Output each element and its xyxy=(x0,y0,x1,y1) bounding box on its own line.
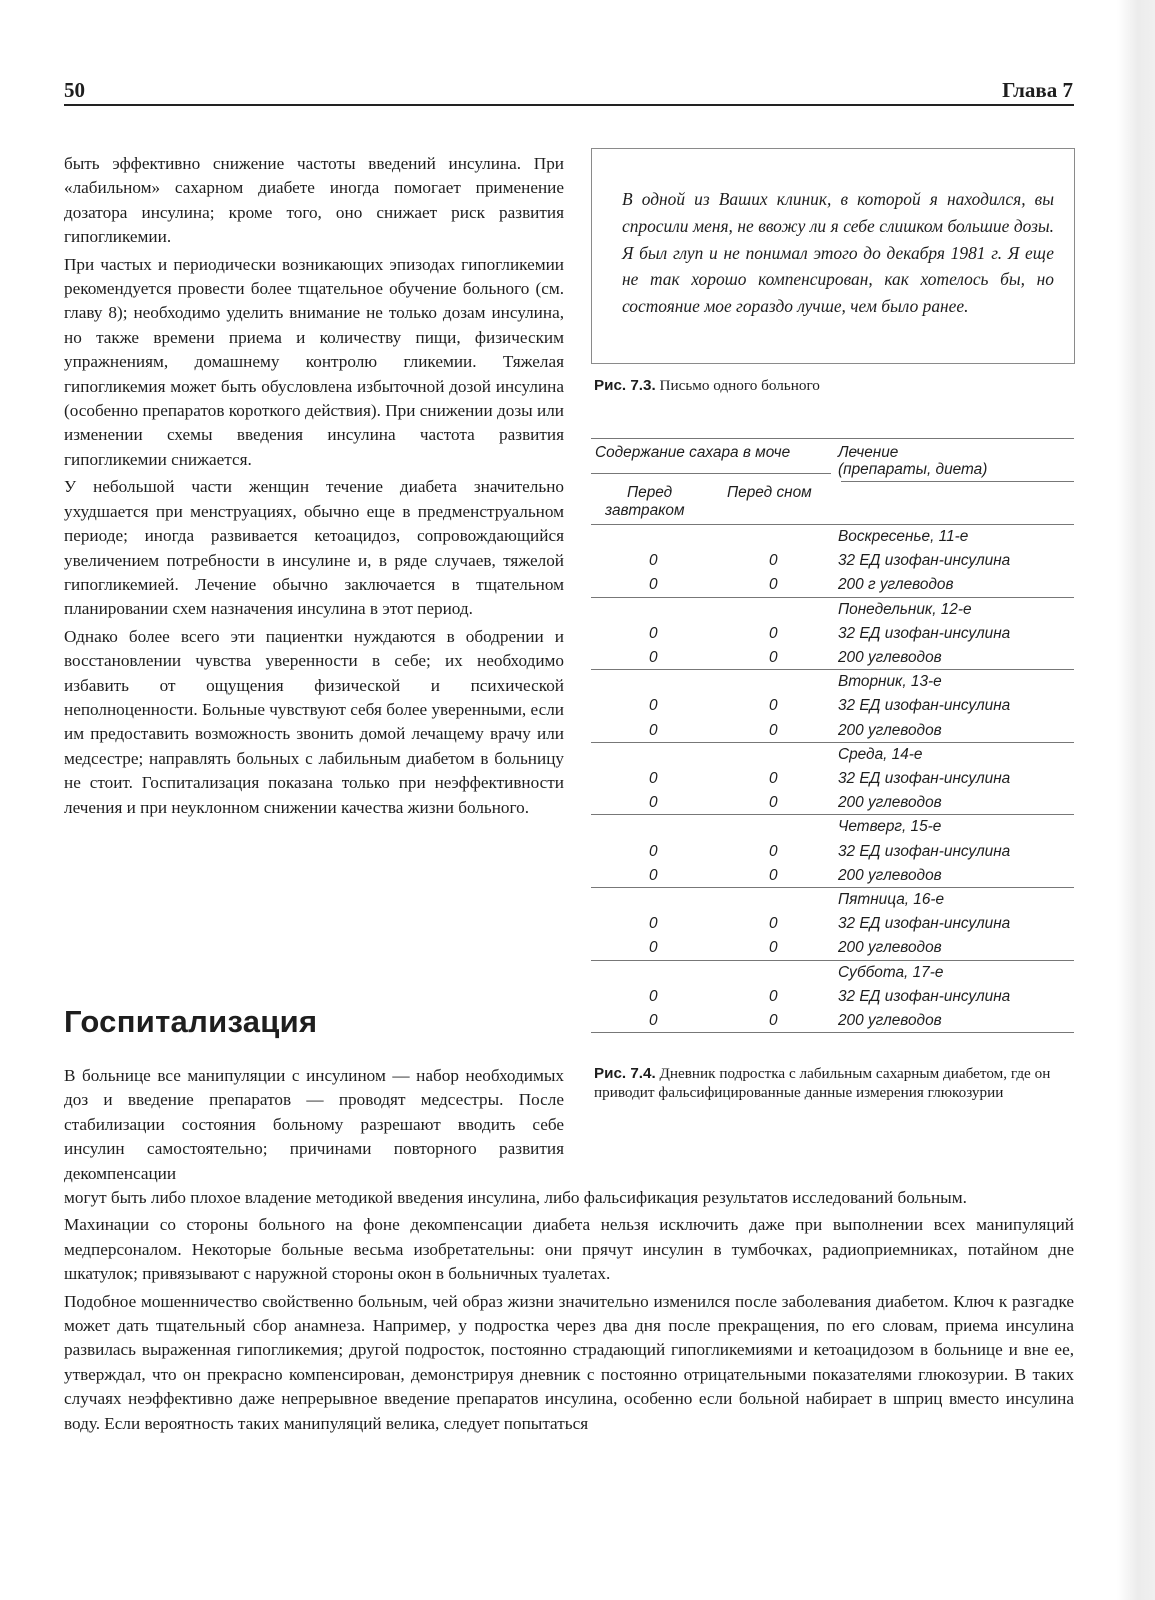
diary-cell-sleep: 0 xyxy=(769,770,778,787)
diary-cell-treatment: 200 углеводов xyxy=(838,721,942,739)
diary-day-label: Суббота, 17-е xyxy=(838,963,944,981)
diary-cell-treatment: 32 ЕД изофан-инсулина xyxy=(838,770,1011,787)
diary-day-separator xyxy=(591,669,1074,670)
letter-quote: В одной из Ваших клиник, в которой я находился, вы спросили меня, не ввожу ли я себе слишком большие дозы. Я был глуп и не понимал этого до декабря 1981 г. Я еще не так хорошо компенсирован, как хотелось бы, но состояние мое гораздо лучше, чем было ранее. xyxy=(622,189,1054,317)
diary-cell-treatment: 32 ЕД изофан-инсулина xyxy=(838,842,1011,860)
paragraph: Махинации со стороны больного на фоне декомпенсации диабета нельзя исключить даже при выполнении всех манипуляций медперсоналом. Некоторые больные весьма изобретательны: они прячут инсулин в тумбочках, радиоприемниках, потайном дне шкатулок; привязывают с наружной стороны окон в больничных туалетах. xyxy=(64,1215,1074,1284)
header-treatment-sub: (препараты, диета) xyxy=(838,461,988,478)
diary-cell-sleep: 0 xyxy=(769,721,778,739)
diary-day-label: Среда, 14-е xyxy=(838,745,923,763)
header-before-breakfast-2: завтраком xyxy=(605,502,685,519)
paragraph: При частых и периодически возникающих эпизодах гипогликемии рекомендуется провести более тщательное обучение больного (см. главу 8); необходимо уделить внимание не только дозам инсулина, но также времени приема и количеству пищи, физическим упражнениям, домашнему контролю гликемии. Тяжелая гипогликемия может быть обусловлена избыточной дозой инсулина (особенно препаратов короткого действия). При снижении дозы или изменении схемы введения инсулина частота развития гипогликемии снижается. xyxy=(64,254,564,469)
section-heading: Госпитализация xyxy=(64,1004,318,1039)
diary-cell-breakfast: 0 xyxy=(649,987,658,1005)
chapter-title: Глава 7 xyxy=(1002,78,1073,102)
diary-cell-sleep: 0 xyxy=(769,939,778,957)
diary-day-label: Понедельник, 12-е xyxy=(838,600,972,618)
header-treatment: Лечение xyxy=(838,444,899,461)
diary-day-separator xyxy=(591,1032,1074,1033)
header-bottom-rule xyxy=(591,524,1074,525)
diary-day-separator xyxy=(591,960,1074,961)
header-rule xyxy=(64,104,1074,106)
diary-cell-breakfast: 0 xyxy=(649,1012,658,1029)
caption-text: Дневник подростка с лабильным сахарным диабетом, где он приводит фальсифицированные данные измерения глюкозурии xyxy=(594,1065,1051,1101)
diary-day-separator xyxy=(591,887,1074,888)
paragraph: могут быть либо плохое владение методикой введения инсулина, либо фальсификация результатов исследований больным. xyxy=(64,1188,967,1207)
diary-cell-sleep: 0 xyxy=(769,915,778,933)
section-intro-paragraph: В больнице все манипуляции с инсулином — набор необходимых доз и введение препаратов — проводят медсестры. После стабилизации состояния больному разрешают вводить себе инсулин самостоятельно; причинами повторного развития декомпенсации xyxy=(64,1066,564,1183)
left-column xyxy=(64,152,564,823)
header-urine-sugar: Содержание сахара в моче xyxy=(595,444,791,461)
diary-cell-treatment: 32 ЕД изофан-инсулина xyxy=(838,624,1011,642)
paragraph: Однако более всего эти пациентки нуждаются в ободрении и восстановлении чувства уверенности в себе; их необходимо избавить от ощущения физической и психической неполноценности. Больные чувствуют себя более уверенными, если им предоставить возможность звонить домой лечащему врачу или медсестре; направлять больных с лабильным диабетом в больницу не стоит. Госпитализация показана только при неэффективности лечения и при неуклонном снижении качества жизни больного. xyxy=(64,626,564,817)
diary-day-separator xyxy=(591,814,1074,815)
diary-cell-sleep: 0 xyxy=(769,794,778,812)
table-top-rule xyxy=(591,438,1074,439)
diary-day-label: Пятница, 16-е xyxy=(838,891,945,908)
diary-cell-treatment: 32 ЕД изофан-инсулина xyxy=(838,987,1011,1005)
diary-cell-treatment: 200 углеводов xyxy=(838,866,942,884)
paragraph: Подобное мошенничество свойственно больным, чей образ жизни значительно изменился после заболевания диабетом. Ключ к разгадке может дать тщательный сбор анамнеза. Например, у подростка через два дня после прекращения, по его словам, приема инсулина развилась выраженная гипогликемия; другой подросток, постоянно страдающий гипогликемиями и кетоацидозом в больнице и вне ее, утверждал, что он прекрасно компенсирован, демонстрируя дневник с постоянно отрицательными показателями глюкозурии. В таких случаях неэффективно даже непрерывное введение препаратов инсулина, особенно если больной набирает в шприц вместо инсулина воду. Если вероятность таких манипуляций велика, следует попытаться xyxy=(64,1291,1074,1433)
diary-cell-treatment: 200 углеводов xyxy=(838,649,942,666)
caption-label: Рис. 7.3. xyxy=(594,377,656,394)
diary-cell-sleep: 0 xyxy=(769,697,778,715)
header-before-breakfast: Перед xyxy=(627,484,673,501)
diary-cell-treatment: 200 углеводов xyxy=(838,794,942,812)
diary-cell-sleep: 0 xyxy=(769,842,778,860)
paragraph: У небольшой части женщин течение диабета значительно ухудшается при менструациях, обычно еще в предменструальном периоде; иногда развивается кетоацидоз, сопровождающийся увеличением потребности в инсулине и, в ряде случаев, тяжелой гипогликемией. Лечение обычно заключается в тщательном планировании схем назначения инсулина в этот период. xyxy=(64,477,564,619)
diary-cell-sleep: 0 xyxy=(769,552,778,570)
diary-cell-breakfast: 0 xyxy=(649,624,658,642)
diary-cell-treatment: 32 ЕД изофан-инсулина xyxy=(838,915,1011,933)
diary-cell-sleep: 0 xyxy=(769,866,778,884)
caption-text: Письмо одного больного xyxy=(659,377,820,394)
diary-cell-sleep: 0 xyxy=(769,576,778,594)
diary-cell-treatment: 200 углеводов xyxy=(838,939,942,957)
diary-cell-sleep: 0 xyxy=(769,987,778,1005)
diary-cell-treatment: 32 ЕД изофан-инсулина xyxy=(838,552,1011,570)
page-number: 50 xyxy=(64,78,85,102)
diary-day-label: Вторник, 13-е xyxy=(838,673,942,691)
diary-cell-sleep: 0 xyxy=(769,649,778,666)
figure-caption-7-4 xyxy=(594,1064,1064,1102)
diary-cell-treatment: 200 г углеводов xyxy=(838,576,954,594)
diary-cell-breakfast: 0 xyxy=(649,649,658,666)
diary-cell-breakfast: 0 xyxy=(649,770,658,787)
full-width-text xyxy=(64,1186,1074,1439)
diary-cell-breakfast: 0 xyxy=(649,552,658,570)
diary-day-label: Воскресенье, 11-е xyxy=(838,528,969,545)
figure-caption-7-3 xyxy=(594,376,1064,395)
diary-day-separator xyxy=(591,597,1074,598)
diary-day-separator xyxy=(591,742,1074,743)
header-right-rule xyxy=(841,481,1074,482)
paragraph: быть эффективно снижение частоты введений инсулина. При «лабильном» сахарном диабете иногда помогает применение дозатора инсулина; кроме того, оно снижает риск развития гипогликемии. xyxy=(64,154,564,247)
diary-cell-breakfast: 0 xyxy=(649,842,658,860)
diary-cell-treatment: 32 ЕД изофан-инсулина xyxy=(838,697,1011,715)
diary-cell-breakfast: 0 xyxy=(649,915,658,933)
diary-cell-treatment: 200 углеводов xyxy=(838,1012,942,1029)
header-before-sleep: Перед сном xyxy=(727,484,812,501)
diary-cell-sleep: 0 xyxy=(769,1012,778,1029)
caption-label: Рис. 7.4. xyxy=(594,1065,656,1082)
diary-cell-breakfast: 0 xyxy=(649,794,658,812)
diary-cell-breakfast: 0 xyxy=(649,866,658,884)
diary-cell-breakfast: 0 xyxy=(649,939,658,957)
page-edge-shadow xyxy=(1117,0,1155,1600)
diary-day-label: Четверг, 15-е xyxy=(838,818,942,836)
diary-cell-breakfast: 0 xyxy=(649,721,658,739)
diary-cell-sleep: 0 xyxy=(769,624,778,642)
diary-cell-breakfast: 0 xyxy=(649,576,658,594)
header-sub-rule xyxy=(591,473,831,474)
diary-cell-breakfast: 0 xyxy=(649,697,658,715)
